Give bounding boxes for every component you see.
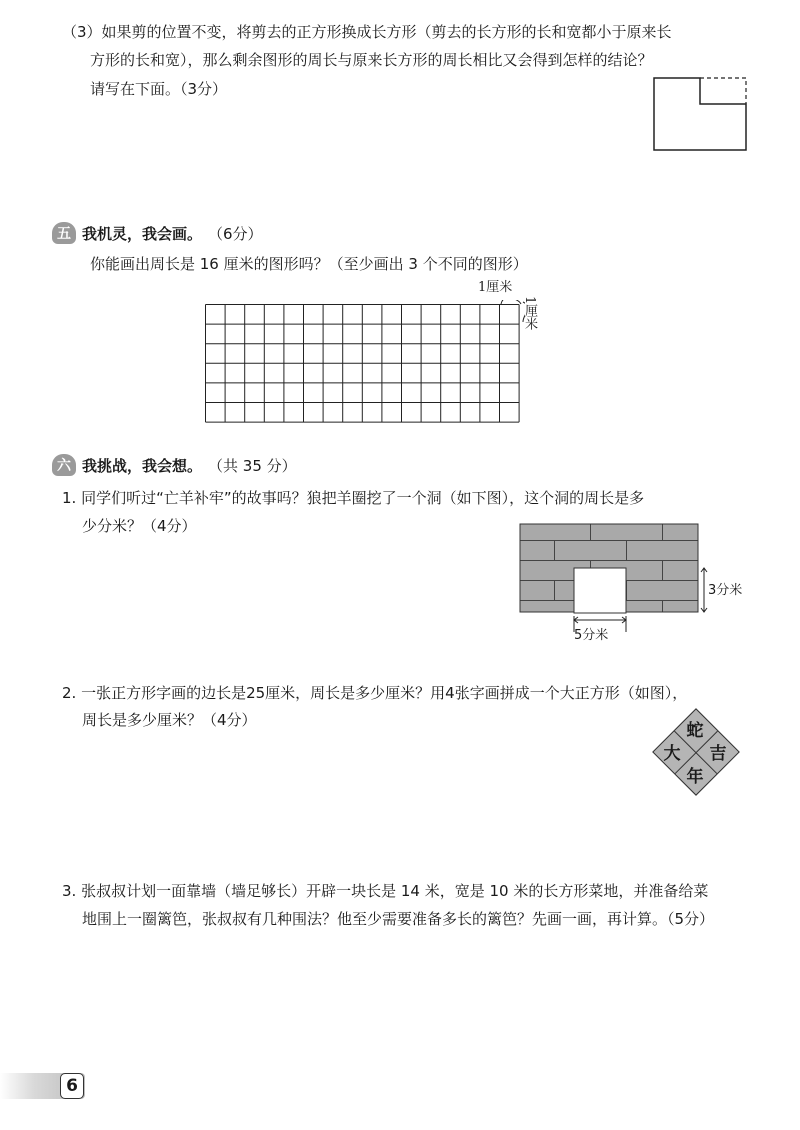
unit-brace-vertical (523, 302, 525, 322)
page-number: 6 (60, 1073, 84, 1099)
section5-heading (52, 222, 263, 244)
section6-title: 我挑战，我会想。 (82, 456, 203, 475)
section6-heading (52, 454, 297, 476)
section5-points: （6分） (208, 224, 263, 243)
section5-badge: 五 (52, 222, 76, 244)
q6-3-line1: 3. 张叔叔计划一面靠墙（墙足够长）开辟一块长是 14 米，宽是 10 米的长方形菜地，并准备给菜 (62, 882, 709, 900)
square-grid[interactable] (205, 300, 525, 426)
q5-3-line1: （3）如果剪的位置不变，将剪去的正方形换成长方形（剪去的长方形的长和宽都小于原来长 (62, 23, 672, 41)
q6-2-line1: 2. 一张正方形字画的边长是25厘米，周长是多少厘米？用4张字画拼成一个大正方形（如图）， (62, 684, 688, 702)
wall-height-label: 3分米 (708, 583, 743, 598)
char-top: 蛇 (686, 720, 704, 741)
wall-hole (574, 568, 626, 613)
q5-3-line2: 方形的长和宽），那么剩余图形的周长与原来长方形的周长相比又会得到怎样的结论？ (90, 51, 653, 69)
calligraphy-diamond (652, 708, 738, 794)
hole-width-label: 5分米 (574, 628, 609, 643)
section5-title: 我机灵，我会画。 (82, 224, 203, 243)
char-bottom: 年 (686, 766, 704, 787)
char-right: 吉 (709, 743, 727, 764)
q6-3-line2: 地围上一圈篱笆，张叔叔有几种围法？他至少需要准备多长的篱笆？先画一画，再计算。（5分） (82, 910, 715, 928)
section6-points: （共 35 分） (208, 456, 297, 475)
q6-1-line2: 少分米？（4分） (82, 517, 197, 535)
section5-question: 你能画出周长是 16 厘米的图形吗？（至少画出 3 个不同的图形） (90, 255, 528, 273)
section6-badge: 六 (52, 454, 76, 476)
q6-1-line1: 1. 同学们听过“亡羊补牢”的故事吗？狼把羊圈挖了一个洞（如下图），这个洞的周长是多 (62, 489, 645, 507)
brick-wall-figure (518, 520, 758, 632)
unit-label-horizontal: 1厘米 (478, 280, 513, 295)
unit-label-vertical: 1厘米 (522, 296, 537, 331)
cut-rectangle-figure (652, 76, 752, 152)
q6-2-line2: 周长是多少厘米？（4分） (82, 711, 257, 729)
char-left: 大 (663, 743, 681, 764)
unit-brace-horizontal (501, 300, 521, 304)
q5-3-line3: 请写在下面。（3分） (90, 80, 228, 98)
